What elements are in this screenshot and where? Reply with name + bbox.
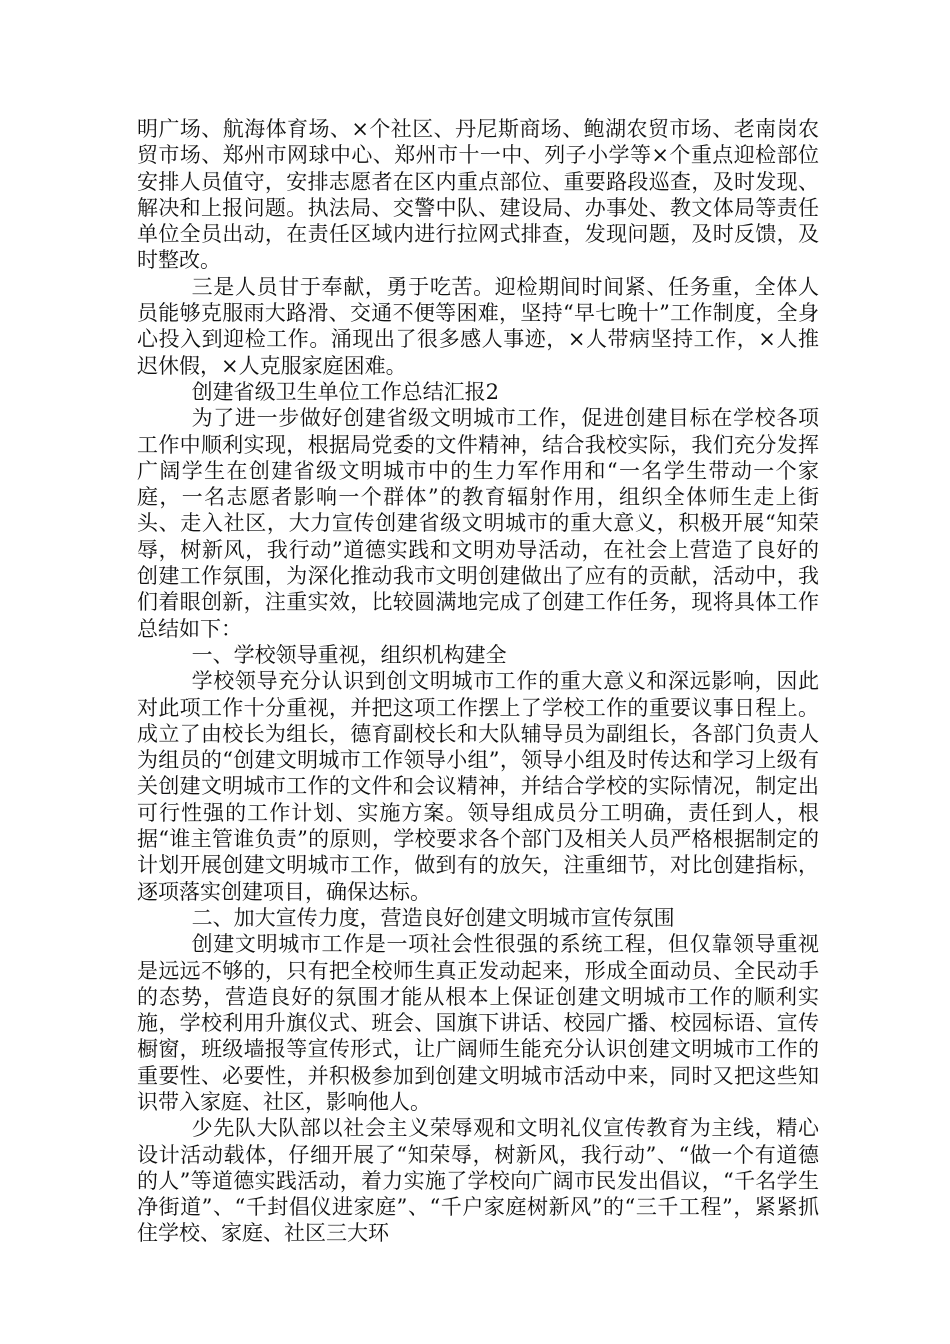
heading-1: 一、学校领导重视，组织机构建全 [191,642,507,667]
paragraph-4: 学校领导充分认识到创文明城市工作的重大意义和深远影响，因此对此项工作十分重视，并把这项工作摆上了学校工作的重要议事日程上。成立了由校长为组长，德育副校长和大队辅导员为副组长，各部门负责人为组员的“创建文明城市工作领导小组”，领导小组及时传达和学习上级有关创建文明城市工作的文件和会议精神，并结合学校的实际情况，制定出可行性强的工作计划、实施方案。领导组成员分工明确，责任到人，根据“谁主管谁负责”的原则，学校要求各个部门及相关人员严格根据制定的计划开展创建文明城市工作，做到有的放矢，注重细节，对比创建指标，逐项落实创建项目，确保达标。 [137,669,819,904]
paragraph-2: 三是人员甘于奉献，勇于吃苦。迎检期间时间紧、任务重，全体人员能够克服雨大路滑、交通不便等困难，坚持“早七晚十”工作制度，全身心投入到迎检工作。涌现出了很多感人事迹，×人带病坚持工作，×人推迟休假，×人克服家庭困难。 [137,274,819,378]
paragraph-6: 少先队大队部以社会主义荣辱观和文明礼仪宣传教育为主线，精心设计活动载体，仔细开展了“知荣辱，树新风，我行动”、“做一个有道德的人”等道德实践活动，着力实施了学校向广阔市民发出倡议，“千名学生净街道”、“千封倡仪进家庭”、“千户家庭树新风”的“三千工程”，紧紧抓住学校、家庭、社区三大环 [137,1116,819,1246]
paragraph-3: 为了进一步做好创建省级文明城市工作，促进创建目标在学校各项工作中顺利实现，根据局党委的文件精神，结合我校实际，我们充分发挥广阔学生在创建省级文明城市中的生力军作用和“一名学生带动一个家庭，一名志愿者影响一个群体”的教育辐射作用，组织全体师生走上街头、走入社区，大力宣传创建省级文明城市的重大意义，积极开展“知荣辱，树新风，我行动”道德实践和文明劝导活动，在社会上营造了良好的创建工作氛围，为深化推动我市文明创建做出了应有的贡献，活动中，我们着眼创新，注重实效，比较圆满地完成了创建工作任务，现将具体工作总结如下： [137,406,819,641]
section-title-report-2: 创建省级卫生单位工作总结汇报2 [191,379,499,404]
paragraph-5: 创建文明城市工作是一项社会性很强的系统工程，但仅靠领导重视是远远不够的，只有把全校师生真正发动起来，形成全面动员、全民动手的态势，营造良好的氛围才能从根本上保证创建文明城市工作的顺利实施，学校利用升旗仪式、班会、国旗下讲话、校园广播、校园标语、宣传橱窗，班级墙报等宣传形式，让广阔师生能充分认识创建文明城市工作的重要性、必要性，并积极参加到创建文明城市活动中来，同时又把这些知识带入家庭、社区，影响他人。 [137,932,819,1114]
document-body [137,116,819,1247]
paragraph-1: 明广场、航海体育场、×个社区、丹尼斯商场、鲍湖农贸市场、老南岗农贸市场、郑州市网球中心、郑州市十一中、列子小学等×个重点迎检部位安排人员值守，安排志愿者在区内重点部位、重要路段巡查，及时发现、解决和上报问题。执法局、交警中队、建设局、办事处、教文体局等责任单位全员出动，在责任区域内进行拉网式排查，发现问题，及时反馈，及时整改。 [137,117,819,273]
heading-2: 二、加大宣传力度，营造良好创建文明城市宣传氛围 [191,905,675,930]
